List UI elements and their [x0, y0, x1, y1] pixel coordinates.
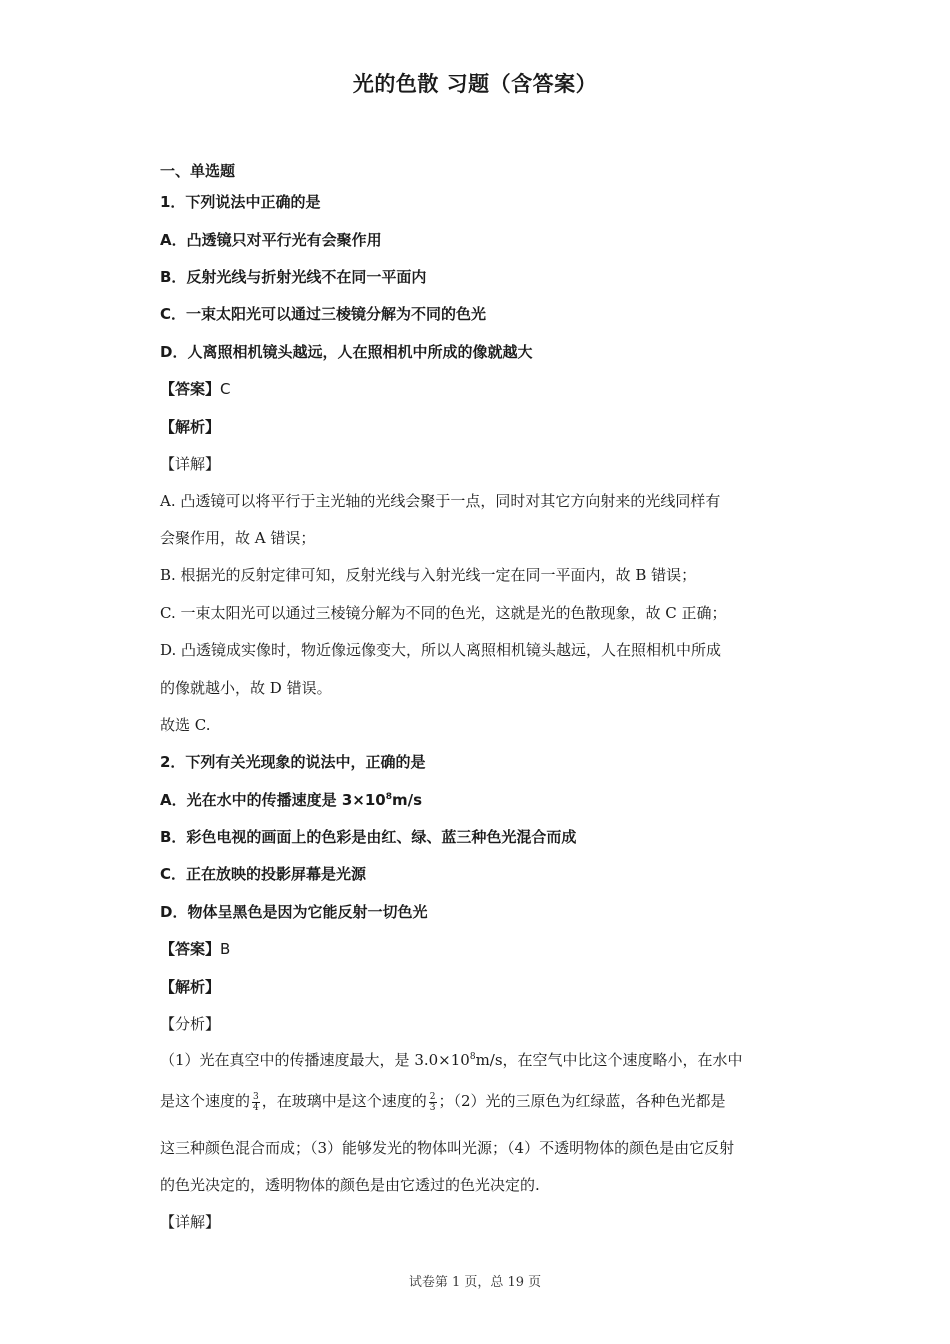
question-2-stem: 2．下列有关光现象的说法中，正确的是: [160, 753, 426, 771]
fraction-two-thirds: $\frac{2}{3}$: [429, 1091, 436, 1113]
q1-answer-value: C: [220, 380, 231, 398]
q1-detail-label: 【详解】: [160, 455, 221, 473]
q2-option-c: C．正在放映的投影屏幕是光源: [160, 865, 367, 883]
q2-fenxi-label: 【分析】: [160, 1015, 221, 1033]
q1-answer: [160, 378, 231, 399]
q2-analysis-line: [160, 1090, 726, 1113]
q1-explain-line: B. 根据光的反射定律可知，反射光线与入射光线一定在同一平面内，故 B 错误；: [160, 566, 697, 584]
q2-analysis-text: （1）光在真空中的传播速度最大，是 3.0×10: [160, 1051, 470, 1069]
q2-detail-label: 【详解】: [160, 1213, 221, 1231]
q2-analysis-label: 【解析】: [160, 978, 221, 996]
q2-analysis-line: 的色光决定的，透明物体的颜色是由它透过的色光决定的.: [160, 1176, 540, 1194]
q1-explain-line: 会聚作用，故 A 错误；: [160, 529, 316, 547]
q2-analysis-exponent: 8: [469, 1052, 476, 1062]
q2-analysis-text: ，在玻璃中是这个速度的: [261, 1092, 427, 1110]
q2-analysis-line: [160, 1049, 743, 1070]
q1-option-b: B．反射光线与折射光线不在同一平面内: [160, 268, 427, 286]
q2-analysis-text: ；（2）光的三原色为红绿蓝，各种色光都是: [438, 1092, 726, 1110]
q1-analysis-label: 【解析】: [160, 418, 221, 436]
q1-option-a: A．凸透镜只对平行光有会聚作用: [160, 231, 382, 249]
q2-analysis-text: m/s，在空气中比这个速度略小，在水中: [475, 1051, 743, 1069]
q2-option-d: D．物体呈黑色是因为它能反射一切色光: [160, 903, 428, 921]
question-1-stem: 1．下列说法中正确的是: [160, 193, 321, 211]
q1-explain-line: 的像就越小，故 D 错误。: [160, 679, 332, 697]
fraction-three-quarters: $\frac{3}{4}$: [253, 1091, 259, 1113]
q2-analysis-line: 这三种颜色混合而成；（3）能够发光的物体叫光源；（4）不透明物体的颜色是由它反射: [160, 1139, 735, 1157]
q2-option-b: B．彩色电视的画面上的色彩是由红、绿、蓝三种色光混合而成: [160, 828, 577, 846]
q2-option-a-exponent: 8: [385, 792, 392, 802]
q1-option-d: D．人离照相机镜头越远，人在照相机中所成的像就越大: [160, 343, 533, 361]
q2-option-a-text: A．光在水中的传播速度是 3×10: [160, 791, 386, 809]
q1-conclusion: 故选 C.: [160, 716, 211, 734]
q1-explain-line: C. 一束太阳光可以通过三棱镜分解为不同的色光，这就是光的色散现象，故 C 正确；: [160, 604, 727, 622]
q1-answer-label: 【答案】: [160, 380, 221, 398]
q1-explain-line: D. 凸透镜成实像时，物近像远像变大，所以人离照相机镜头越远，人在照相机中所成: [160, 641, 722, 659]
page-footer: 试卷第 1 页，总 19 页: [408, 1275, 542, 1290]
q1-option-c: C．一束太阳光可以通过三棱镜分解为不同的色光: [160, 305, 487, 323]
q2-option-a-unit: m/s: [391, 791, 423, 809]
q2-answer-value: B: [220, 940, 231, 958]
section-heading: 一、单选题: [160, 162, 236, 180]
q2-answer: [160, 938, 230, 959]
q2-analysis-text: 是这个速度的: [160, 1092, 251, 1110]
page-title: 光的色散 习题（含答案）: [352, 72, 598, 96]
q2-option-a: [160, 789, 422, 810]
q1-explain-line: A. 凸透镜可以将平行于主光轴的光线会聚于一点，同时对其它方向射来的光线同样有: [160, 492, 721, 510]
q2-answer-label: 【答案】: [160, 940, 221, 958]
